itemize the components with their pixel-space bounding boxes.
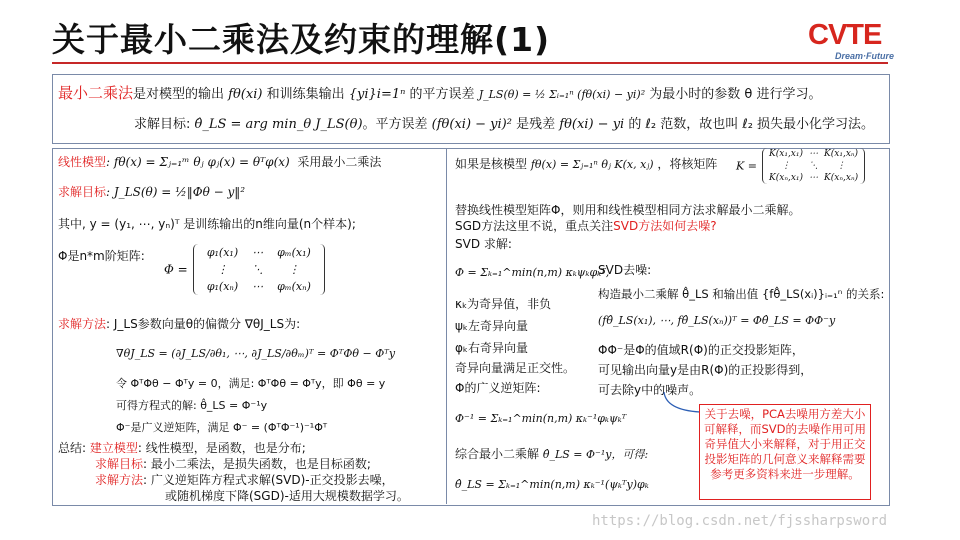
logo-mark: CVTE (808, 19, 882, 51)
phi-matrix-row (200, 261, 318, 278)
title-underline (52, 62, 888, 64)
denoise-line-3: 可见输出向量y是由R(Φ)的正投影得到， (598, 363, 813, 377)
intro-text-e: 。平方误差 (362, 117, 428, 132)
phi-matrix-cell: φₘ(xₙ) (277, 280, 311, 293)
summary-item-label: 求解方法 (95, 473, 144, 487)
kernel-matrix-table (766, 148, 861, 184)
replace-line: 替换线性模型矩阵Φ，则用和线性模型相同方法求解最小二乘解。 (455, 203, 801, 217)
kernel-matrix-cell: ⋯ (809, 149, 819, 159)
intro-train-output: {yi}i=1ⁿ (348, 87, 406, 102)
method-text: : J_LS参数向量θ的偏微分 ∇θJ_LS为: (106, 317, 301, 331)
summary-item-label: 求解目标 (95, 457, 144, 471)
summary-last: 或随机梯度下降(SGD)-适用大规模数据学习。 (165, 489, 409, 503)
sgd-text: SGD方法这里不说，重点关注 (455, 219, 614, 233)
kernel-line (455, 156, 717, 173)
cvte-logo (808, 20, 894, 64)
phi-matrix-table (200, 244, 318, 295)
intro-term: 最小二乘法 (58, 84, 134, 102)
kappa-line: κₖ为奇异值，非负 (455, 297, 552, 311)
column-divider (446, 148, 447, 504)
logo-tagline: Dream·Future (834, 51, 894, 61)
sgd-line (455, 218, 717, 234)
combine-text: 综合最小二乘解 (455, 447, 540, 461)
kernel-text-a: 如果是核模型 (455, 157, 528, 171)
phi-matrix-cell: φₘ(x₁) (277, 246, 311, 259)
slide-title: 关于最小二乘法及约束的理解(1) (52, 20, 551, 59)
summary-row (58, 456, 444, 472)
kernel-matrix-cell: ⋱ (809, 161, 819, 171)
where-line: 其中, y = (y₁, ⋯, yₙ)ᵀ 是训练输出的n维向量(n个样本); (58, 217, 356, 231)
kernel-matrix-row (766, 148, 861, 160)
kernel-matrix-cell: K(x₁,xₙ) (824, 149, 859, 159)
phi-matrix-cell: ⋮ (216, 263, 228, 276)
pinv-line: Φ⁻是广义逆矩阵，满足 Φ⁻ = (ΦᵀΦ⁻¹)⁻¹Φᵀ (116, 421, 328, 434)
phi-matrix-cell: φ₁(x₁) (206, 246, 239, 259)
intro-line-2 (134, 116, 874, 134)
kernel-text-b: ，将核矩阵 (657, 157, 718, 171)
watermark: https://blog.csdn.net/fjssharpsword (592, 513, 888, 529)
phi-matrix-cell: ⋯ (252, 280, 264, 293)
kernel-matrix-cell: ⋮ (836, 161, 846, 171)
linear-model-label: 线性模型 (58, 155, 107, 169)
intro-argmin-formula: θ̂_LS = arg min_θ J_LS(θ) (194, 117, 363, 132)
phi-matrix-row (200, 244, 318, 261)
intro-text-c: 的平方误差 (409, 87, 475, 102)
kernel-matrix-cell: K(xₙ,x₁) (769, 173, 804, 183)
kernel-matrix-cell: K(x₁,x₁) (769, 149, 804, 159)
intro-residual: fθ(xi) − yi (559, 117, 625, 132)
linear-model-formula: : fθ(x) = Σⱼ₌₁ᵐ θⱼ φⱼ(x) = θᵀφ(x) (106, 155, 290, 169)
method-label: 求解方法 (58, 317, 107, 331)
phi-matrix-caption: Φ是n*m阶矩阵: (58, 249, 145, 263)
intro-text-d: 为最小时的参数 θ 进行学习。 (649, 87, 822, 102)
callout-pointer-line (664, 392, 700, 412)
phi-matrix-lhs: Φ = (164, 262, 188, 277)
goal-line (58, 184, 245, 200)
summary-block (58, 440, 444, 504)
intro-goal-label: 求解目标: (134, 117, 191, 132)
goal-label: 求解目标 (58, 185, 107, 199)
sgd-highlight: SVD方法如何去噪? (613, 219, 717, 233)
solution-line: 可得方程式的解: θ̂_LS = Φ⁻¹y (116, 399, 268, 412)
phi-matrix-block (164, 244, 325, 295)
method-line (58, 316, 300, 332)
phi-matrix-cell: ⋯ (252, 246, 264, 259)
orthogonality-line: 奇异向量满足正交性。 (455, 361, 576, 375)
kernel-matrix-row (766, 172, 861, 184)
goal-formula: : J_LS(θ) = ½‖Φθ − y‖² (106, 185, 246, 199)
zero-condition: 令 ΦᵀΦθ − Φᵀy = 0，满足: ΦᵀΦθ = Φᵀy，即 Φθ = y (116, 377, 386, 390)
summary-item-text: : 广义逆矩阵方程式求解(SVD)-正交投影去噪， (143, 473, 394, 487)
intro-loss-formula: J_LS(θ) = ½ Σᵢ₌₁ⁿ (fθ(xi) − yi)² (478, 88, 646, 101)
denoise-formula: (fθ̂_LS(x₁), ⋯, fθ̂_LS(xₙ))ᵀ = Φθ̂_LS = ΦΦ⁻y (598, 314, 836, 327)
intro-squared-error: (fθ(xi) − yi)² (431, 117, 512, 132)
intro-text-b: 和训练集输出 (266, 87, 345, 102)
kernel-matrix-cell: ⋯ (809, 173, 819, 183)
denoise-callout: 关于去噪，PCA去噪用方差大小可解释，而SVD的去噪作用可用奇异值大小来解释，对于用正交投影矩阵的几何意义来解释需要参考更多资料来进一步理解。 (699, 404, 871, 500)
phi-matrix-cell: φ₁(xₙ) (206, 280, 239, 293)
final-formula: θ̂_LS = Σₖ₌₁^min(n,m) κₖ⁻¹(ψₖᵀy)φₖ (455, 478, 649, 491)
intro-model-output: fθ(xi) (228, 87, 263, 102)
gradient-formula: ∇θJ_LS = (∂J_LS/∂θ₁, ⋯, ∂J_LS/∂θₘ)ᵀ = ΦᵀΦθ − Φᵀy (116, 347, 396, 360)
summary-row (58, 472, 444, 488)
intro-text-g: 的 ℓ₂ 范数，故也叫 ℓ₂ 损失最小化学习法。 (628, 117, 875, 132)
pinv-caption: Φ的广义逆矩阵: (455, 381, 541, 395)
kernel-matrix-cell: K(xₙ,xₙ) (824, 173, 859, 183)
phi-matrix-row (200, 278, 318, 295)
summary-item-label: 建立模型 (89, 441, 138, 455)
svd-formula: Φ = Σₖ₌₁^min(n,m) κₖψₖφₖᵀ, (455, 266, 610, 279)
phi-matrix-cell: ⋮ (288, 263, 300, 276)
psi-line: ψₖ左奇异向量 (455, 319, 529, 333)
denoise-line-1: 构造最小二乘解 θ̂_LS 和输出值 {fθ̂_LS(xᵢ)}ᵢ₌₁ⁿ 的关系: (598, 287, 885, 301)
kernel-matrix-block (736, 148, 865, 184)
denoise-line-2: ΦΦ⁻是Φ的值域R(Φ)的正交投影矩阵， (598, 343, 804, 357)
pinv-formula: Φ⁻¹ = Σₖ₌₁^min(n,m) κₖ⁻¹φₖψₖᵀ (455, 412, 627, 425)
phik-line: φₖ右奇异向量 (455, 341, 529, 355)
denoise-line-4: 可去除y中的噪声。 (598, 383, 702, 397)
summary-label: 总结: (58, 441, 87, 455)
summary-row (58, 440, 444, 456)
kernel-matrix-cell: ⋮ (781, 161, 791, 171)
intro-text-a: 是对模型的输出 (133, 87, 225, 102)
kernel-matrix-lhs: K = (736, 159, 757, 173)
kernel-matrix (762, 148, 865, 184)
summary-item-text: : 最小二乘法，是损失函数，也是目标函数; (143, 457, 371, 471)
combine-formula: θ̂_LS = Φ⁻¹y，可得: (542, 448, 649, 461)
svd-title: SVD 求解: (455, 237, 512, 251)
intro-text-f: 是残差 (516, 117, 556, 132)
denoise-title: SVD去噪: (598, 263, 652, 277)
intro-line-1 (58, 84, 821, 104)
combine-line (455, 446, 648, 463)
linear-model-note: 采用最小二乘法 (297, 155, 382, 169)
phi-matrix (193, 244, 325, 295)
phi-matrix-cell: ⋱ (252, 263, 264, 276)
kernel-formula: fθ(x) = Σⱼ₌₁ⁿ θⱼ K(x, xⱼ) (530, 158, 654, 171)
summary-item-text: : 线性模型，是函数，也是分布; (137, 441, 306, 455)
kernel-matrix-row (766, 160, 861, 172)
linear-model-line (58, 154, 381, 170)
